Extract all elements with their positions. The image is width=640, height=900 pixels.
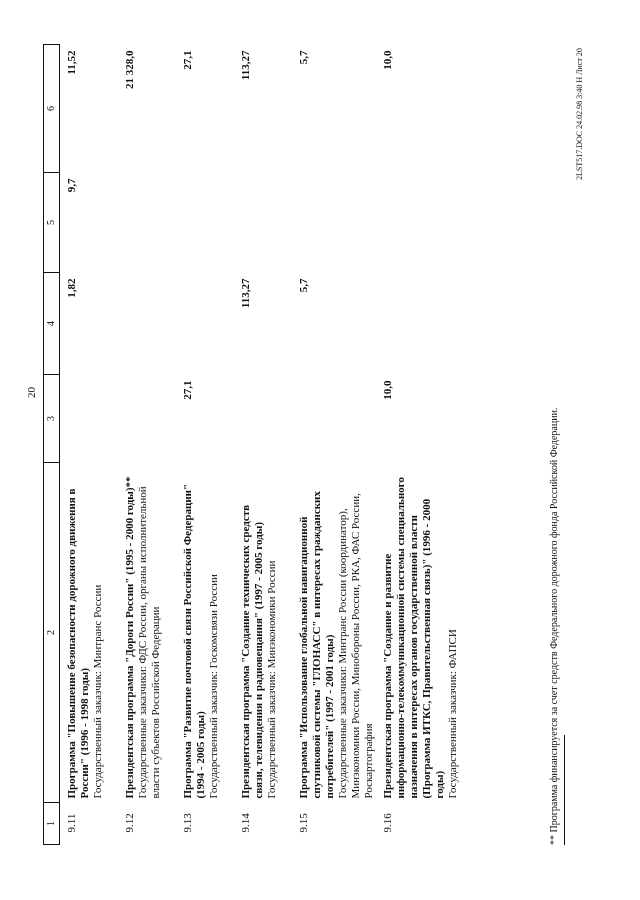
col-header-1: 1 — [44, 803, 60, 845]
value-col6: 21 328,0 — [124, 50, 136, 89]
table-row — [176, 45, 234, 845]
program-customer: Государственный заказчик: ФАПСИ — [446, 629, 459, 799]
table-row — [118, 45, 176, 845]
col-header-2: 2 — [44, 463, 60, 803]
program-customer: Государственный заказчик: Госкомсвязи России — [207, 574, 220, 799]
value-col4: 1,82 — [66, 278, 78, 298]
program-title: Программа "Использование глобальной навигационной спутниковой системы "ГЛОНАСС" в интересах гражданских потребителей" (1997 - 2001 годы) — [298, 491, 336, 799]
value-col4: 113,27 — [240, 278, 252, 309]
value-col3: 10,0 — [381, 380, 394, 400]
table-row — [60, 45, 119, 845]
col-header-4: 4 — [44, 273, 60, 375]
table-row — [376, 45, 460, 845]
value-col4 — [376, 273, 460, 375]
value-col6: 11,52 — [66, 50, 78, 75]
program-customer: Государственный заказчик: Минэкономики России — [265, 560, 278, 799]
program-cell — [292, 463, 376, 803]
table-header-row — [44, 45, 60, 845]
value-col3 — [60, 375, 119, 463]
value-col5 — [376, 173, 460, 273]
value-col5 — [176, 173, 234, 273]
programs-table — [43, 44, 460, 845]
value-col6: 5,7 — [298, 50, 310, 65]
program-customer: Государственный заказчик: Минтранс России — [91, 584, 104, 799]
program-title: Программа "Повышение безопасности дорожного движения в России" (1996 - 1998 годы) — [66, 488, 91, 799]
program-customer: Государственные заказчики: Минтранс России (координатор), Минэкономики России, Минобороны России, РКА, ФАС России, Роскартография — [336, 493, 375, 799]
value-col6: 10,0 — [381, 50, 394, 70]
program-cell — [376, 463, 460, 803]
table-row — [234, 45, 292, 845]
value-col6: 27,1 — [182, 50, 194, 70]
rotated-sheet — [43, 45, 584, 845]
document-code: 2LST517.DOC 24.02.98 3:40 Н Лист 20 — [575, 48, 584, 180]
program-cell — [118, 463, 176, 803]
row-number: 9.12 — [124, 813, 136, 833]
table-row — [292, 45, 376, 845]
value-col5: 9,7 — [66, 178, 78, 193]
value-col3: 27,1 — [182, 380, 194, 400]
program-cell — [176, 463, 234, 803]
value-col4: 5,7 — [298, 278, 310, 293]
row-number: 9.11 — [66, 813, 78, 833]
program-cell — [234, 463, 292, 803]
footnote-separator — [564, 735, 565, 845]
row-number: 9.16 — [381, 813, 394, 833]
program-cell — [60, 463, 119, 803]
program-customer: Государственные заказчики: ФДС России, органы исполнительной власти субъектов Российской Федерации — [136, 486, 162, 799]
program-title: Президентская программа "Создание и развитие информационно-телекоммуникационной системы специального назначения в интересах органов государственной власти (Программа ИТКС, Правительственная связь)" (1996 - 2000 годы) — [381, 477, 446, 799]
footnote: ** Программа финансируется за счет средств Федерального дорожного фонда Российской Федерации. — [549, 407, 560, 845]
program-title: Президентская программа "Создание технических средств связи, телевидения и радиовещания" (1997 - 2005 годы) — [240, 504, 265, 799]
value-col3 — [118, 375, 176, 463]
col-header-3: 3 — [44, 375, 60, 463]
row-number: 9.15 — [298, 813, 310, 833]
value-col4 — [176, 273, 234, 375]
row-number: 9.14 — [240, 813, 252, 833]
value-col5 — [234, 173, 292, 273]
col-header-6: 6 — [44, 45, 60, 173]
value-col5 — [292, 173, 376, 273]
program-title: Президентская программа "Дороги России" (1995 - 2000 годы)** — [124, 476, 136, 799]
value-col4 — [118, 273, 176, 375]
value-col3 — [292, 375, 376, 463]
value-col6: 113,27 — [240, 50, 252, 81]
program-title: Программа "Развитие почтовой связи Российской Федерации" (1994 - 2005 годы) — [182, 483, 207, 799]
row-number: 9.13 — [182, 813, 194, 833]
page-number: 20 — [26, 387, 38, 398]
col-header-5: 5 — [44, 173, 60, 273]
value-col5 — [118, 173, 176, 273]
value-col3 — [234, 375, 292, 463]
